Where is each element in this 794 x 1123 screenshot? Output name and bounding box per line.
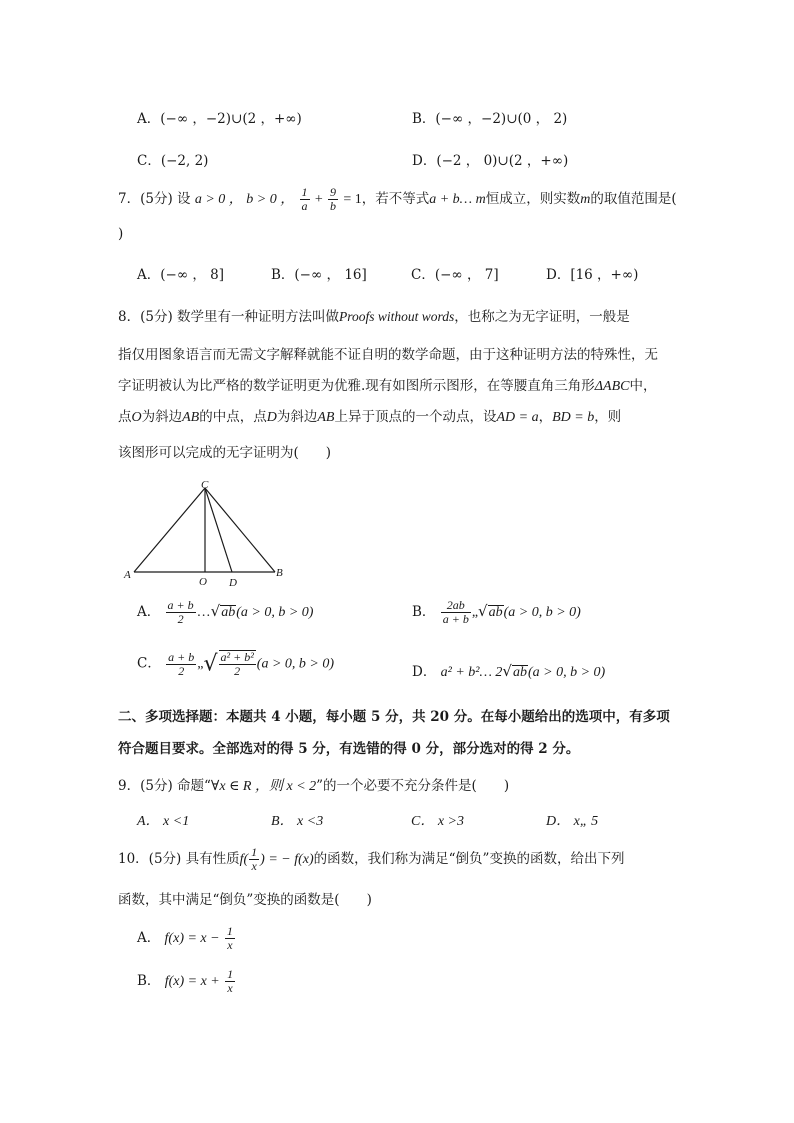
q8-opt-b-fraction — [441, 599, 471, 626]
q10-opt-b-num: 1 — [227, 967, 234, 981]
q8-opt-c-fraction — [166, 651, 196, 678]
q9-statement: ∀x ∈ R ，则 x < 2 — [210, 779, 317, 794]
q8-opt-a-label: A． — [137, 604, 161, 620]
q8-point-d: D — [266, 410, 277, 425]
section2-heading-line2: 符合题目要求。全部选对的得 5 分，有选错的得 0 分，部分选对的得 2 分。 — [118, 741, 580, 757]
q10-opt-b-label: B． — [137, 973, 161, 989]
q7-fraction-2 — [328, 186, 338, 213]
q8-segment-ab: AB — [182, 410, 200, 425]
q8-opt-d-rad: ab — [512, 665, 527, 680]
q8-opt-b-rad: ab — [488, 605, 503, 620]
q8-option-c — [137, 650, 334, 678]
triangle-figure — [118, 478, 293, 590]
q8-opt-c-cond: (a > 0, b > 0) — [256, 656, 335, 672]
q8-opt-c-label: C． — [137, 655, 161, 672]
q8-option-d — [412, 660, 605, 681]
label-a: A — [124, 569, 131, 581]
sqrt-icon: √ — [203, 651, 218, 677]
label-o: O — [199, 576, 207, 588]
q7-option-b: B．(−∞ ， 16] — [271, 267, 367, 283]
q7-option-c: C．(−∞ ， 7] — [411, 267, 499, 283]
q10-opt-a-num: 1 — [226, 924, 233, 938]
q8-opt-b-den: a + b — [442, 612, 469, 626]
segment-bc-line — [205, 488, 275, 572]
q8-opt-b-num: 2ab — [441, 599, 471, 613]
q8-segment-ab-2: AB — [317, 410, 335, 425]
q9-option-b: B． x <3 — [271, 814, 324, 829]
q8-opt-a-den: 2 — [177, 612, 184, 626]
label-d: D — [229, 577, 237, 589]
q7-stem — [118, 186, 677, 213]
sqrt-icon: √ — [502, 662, 512, 680]
q7-fraction-1 — [300, 186, 310, 213]
q7-frac1-numerator: 1 — [301, 185, 308, 199]
q8-line-2: 指仅用图象语言而无需文字解释就能不证自明的数学命题，由于这种证明方法的特殊性，无 — [118, 347, 658, 363]
q7-frac2-numerator: 9 — [330, 185, 337, 199]
q8-opt-a-fraction — [166, 599, 196, 626]
q8-term: Proofs without words — [339, 309, 455, 324]
q10-rest: 的函数，我们称为满足“倒负”变换的函数，给出下列 — [313, 851, 625, 867]
label-b: B — [276, 567, 283, 579]
q8-line4-d: 为斜边 — [276, 409, 318, 425]
q7-equals-one: = 1 — [343, 192, 362, 207]
q7-mid-text: ，若不等式 — [361, 191, 430, 207]
q8-triangle: ΔABC — [594, 379, 630, 394]
q10-option-b — [137, 968, 236, 995]
q8-point-o: O — [131, 410, 142, 425]
segment-ac-line — [134, 488, 205, 572]
q10-opt-b-fraction — [225, 968, 235, 995]
q7-option-d: D．[16 ，+∞) — [546, 267, 639, 283]
q10-opt-a-den: x — [227, 938, 233, 952]
q8-opt-c-rel: „ — [197, 656, 204, 672]
q8-line4-b: 为斜边 — [141, 409, 183, 425]
q8-opt-a-cond: (a > 0, b > 0) — [236, 605, 314, 620]
q7-frac2-denominator: b — [330, 199, 337, 213]
q10-opt-a-fraction — [225, 925, 235, 952]
q8-opt-c-den: 2 — [178, 663, 185, 678]
q9-option-a: A． x <1 — [137, 814, 190, 829]
q8-opt-b-cond: (a > 0, b > 0) — [503, 605, 581, 620]
segment-cd-line — [205, 488, 232, 572]
q6-option-b: B．(−∞ ，−2)∪(0 ， 2) — [412, 111, 568, 127]
q10-f: f( — [239, 852, 249, 867]
q8-option-a — [137, 599, 313, 626]
q8-line4-g: ，则 — [594, 409, 622, 425]
q10-post-f: ) = − f(x) — [260, 852, 314, 867]
q7-condition: a > 0 ， b > 0 ， — [194, 192, 295, 207]
q10-pre: 10．(5分) 具有性质 — [118, 851, 240, 867]
q8-opt-c-rad-num: a² + b² — [220, 650, 254, 664]
q8-opt-b-label: B． — [412, 604, 436, 620]
q9-option-c: C． x >3 — [411, 814, 464, 829]
q6-option-a: A．(−∞ ，−2)∪(2 ，+∞) — [137, 111, 302, 127]
q7-close-paren: ) — [118, 226, 124, 242]
q8-line-3 — [118, 374, 656, 395]
q8-opt-d-label: D． — [412, 664, 437, 680]
q10-opt-b-den: x — [227, 981, 233, 995]
q7-suffix: 恒成立，则实数 — [485, 191, 581, 207]
q8-opt-a-rel: … — [196, 605, 211, 620]
q7-inequality: a + b… m — [429, 192, 486, 207]
q9-post: ”的一个必要不充分条件是( ) — [316, 778, 510, 794]
q8-line-4 — [118, 405, 621, 426]
q8-line4-f: ， — [538, 409, 553, 425]
q10-option-a — [137, 925, 236, 952]
q9-stem — [118, 774, 509, 795]
q8-option-b — [412, 599, 581, 626]
q8-line-5: 该图形可以完成的无字证明为( ) — [118, 445, 332, 461]
q8-opt-a-rad: ab — [221, 605, 236, 620]
sqrt-icon: √ — [210, 602, 221, 620]
q10-opt-a-label: A． — [137, 930, 161, 946]
q8-opt-d-cond: (a > 0, b > 0) — [527, 665, 606, 680]
q8-line-1 — [118, 305, 630, 325]
q8-opt-b-rel: „ — [471, 605, 479, 620]
section2-heading-line1: 二、多项选择题：本题共 4 小题，每小题 5 分，共 20 分。在每小题给出的选项中，有多项 — [118, 709, 670, 725]
q8-line4-a: 点 — [118, 409, 132, 425]
q8-opt-a-num: a + b — [167, 598, 194, 612]
q6-option-c: C．(−2, 2) — [137, 153, 209, 169]
q7-option-a: A．(−∞ ， 8] — [137, 267, 225, 283]
q10-fraction — [249, 846, 259, 873]
q7-var-m: m — [580, 192, 591, 207]
q8-line3-pre: 字证明被认为比严格的数学证明更为优雅.现有如图所示图形，在等腰直角三角形 — [118, 378, 595, 394]
q8-opt-c-rad-den: 2 — [234, 664, 241, 678]
q8-line4-e: 上异于顶点的一个动点，设 — [334, 409, 497, 425]
q8-line4-c: 的中点，点 — [199, 409, 267, 425]
q7-frac1-denominator: a — [301, 199, 308, 213]
q10-opt-a-expr: f(x) = x − — [164, 931, 220, 946]
q10-frac-num: 1 — [251, 845, 258, 859]
q7-plus: + — [314, 192, 323, 207]
q10-frac-den: x — [251, 859, 257, 873]
q9-option-d: D． x„ 5 — [546, 814, 599, 829]
q7-tail: 的取值范围是( — [590, 191, 677, 207]
q8-ad-eq: AD = a — [496, 410, 539, 425]
q8-line1-post: ，也称之为无字证明，一般是 — [454, 309, 630, 325]
q9-pre: 9．(5分) 命题“ — [118, 778, 211, 794]
q10-opt-b-expr: f(x) = x + — [164, 974, 220, 989]
label-c: C — [201, 479, 209, 491]
q10-stem — [118, 846, 624, 873]
q8-opt-d-expr: a² + b²… 2 — [440, 665, 503, 680]
q8-bd-eq: BD = b — [552, 410, 595, 425]
q10-line-2: 函数，其中满足“倒负”变换的函数是( ) — [118, 892, 372, 908]
q6-option-d: D．(−2 ， 0)∪(2 ，+∞) — [412, 153, 569, 169]
q8-line1-pre: 8．(5分) 数学里有一种证明方法叫做 — [118, 309, 340, 325]
q8-opt-c-rad-fraction — [219, 650, 256, 678]
q8-line3-post: 中， — [629, 378, 657, 394]
q7-prefix: 7．(5分) 设 — [118, 191, 191, 207]
sqrt-icon: √ — [478, 602, 488, 620]
q8-opt-c-num: a + b — [168, 649, 195, 664]
